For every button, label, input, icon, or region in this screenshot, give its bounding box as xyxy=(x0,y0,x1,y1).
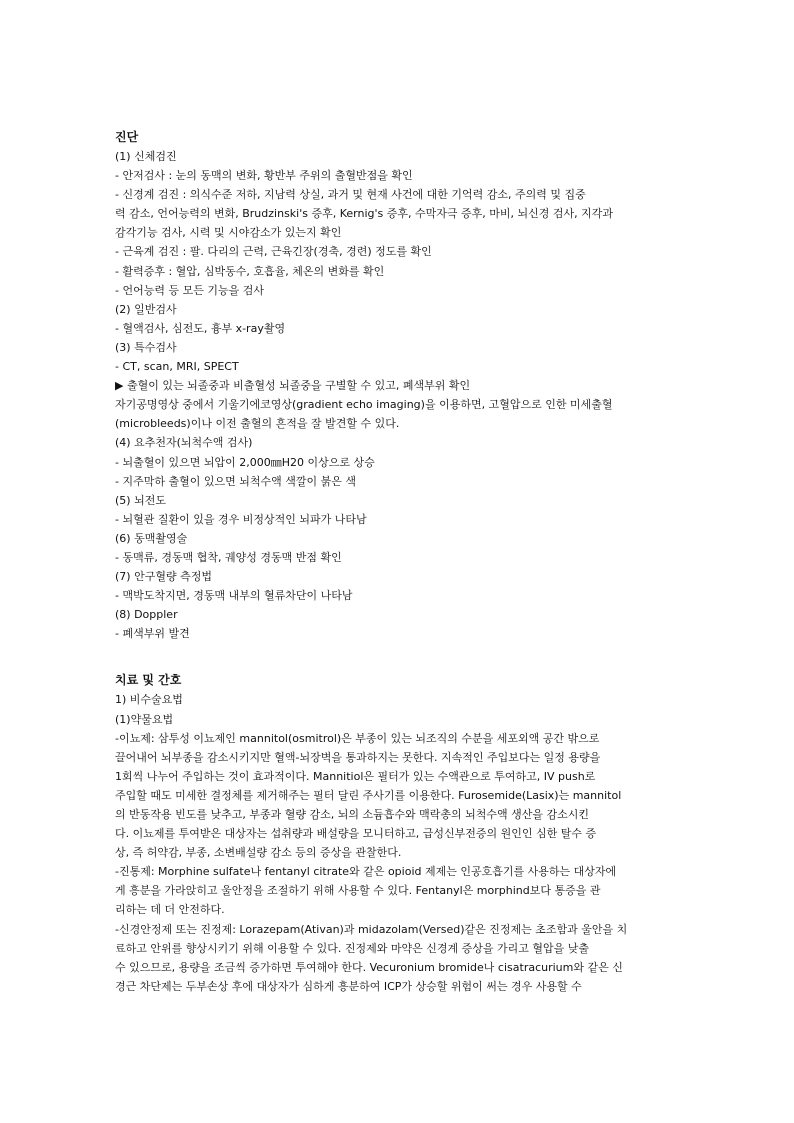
treatment-line: 게 흥분을 가라앉히고 울안정을 조절하기 위해 사용할 수 있다. Fentanyl은 morphind보다 통증을 관 xyxy=(115,884,601,898)
treatment-line: -진통제: Morphine sulfate나 fentanyl citrate와 같은 opioid 제제는 인공호흡기를 사용하는 대상자에 xyxy=(115,865,617,879)
section-divider-space xyxy=(115,643,655,671)
diagnosis-line: - 언어능력 등 모든 기능을 검사 xyxy=(115,283,264,297)
diagnosis-line: (8) Doppler xyxy=(115,608,178,622)
treatment-line: -신경안정제 또는 진정제: Lorazepam(Ativan)과 midazolam(Versed)같은 진정제는 초조함과 울안을 치 xyxy=(115,922,628,936)
treatment-line: 료하고 안위를 향상시키기 위해 이용할 수 있다. 진정제와 마약은 신경계 증상을 가리고 혈압을 낮출 xyxy=(115,941,589,955)
diagnosis-line: 력 감소, 언어능력의 변화, Brudzinski's 증후, Kernig's 증후, 수막자극 증후, 마비, 뇌신경 검사, 지각과 xyxy=(115,207,613,221)
diagnosis-line: (5) 뇌전도 xyxy=(115,493,166,507)
treatment-line: 상, 즉 허약감, 부종, 소변배설량 감소 등의 증상을 관찰한다. xyxy=(115,846,402,860)
treatment-line: -이뇨제: 삼투성 이뇨제인 mannitol(osmitrol)은 부종이 있는 뇌조직의 수분을 세포외액 공간 밖으로 xyxy=(115,731,600,745)
diagnosis-line: (6) 동맥촬영술 xyxy=(115,531,188,545)
treatment-line: (1)약물요법 xyxy=(115,712,174,726)
diagnosis-line: - 근육계 검진 : 팔. 다리의 근력, 근육긴장(경축, 경련) 정도를 확인 xyxy=(115,245,432,259)
treatment-line: 수 있으므로, 용량을 조금씩 증가하면 투여해야 한다. Vecuronium bromide나 cisatracurium와 같은 신 xyxy=(115,960,623,974)
diagnosis-line: 감각기능 검사, 시력 및 시야감소가 있는지 확인 xyxy=(115,226,342,240)
diagnosis-line: (2) 일반검사 xyxy=(115,302,177,316)
diagnosis-line: (1) 신체검진 xyxy=(115,150,177,163)
diagnosis-line: - 지주막하 출혈이 있으면 뇌척수액 색깔이 붉은 색 xyxy=(115,474,356,488)
diagnosis-line: (microbleeds)이나 이전 출혈의 흔적을 잘 발견할 수 있다. xyxy=(115,417,400,431)
diagnosis-line: - 동맥류, 경동맥 협착, 궤양성 경동맥 반점 확인 xyxy=(115,550,342,564)
treatment-line: 경근 차단제는 두부손상 후에 대상자가 심하게 흥분하여 ICP가 상승할 위험이 써는 경우 사용할 수 xyxy=(115,979,582,993)
diagnosis-line: - 맥박도착지면, 경동맥 내부의 혈류차단이 나타남 xyxy=(115,589,353,603)
diagnosis-line: ▶ 출혈이 있는 뇌졸중과 비출혈성 뇌졸중을 구별할 수 있고, 폐색부위 확인 xyxy=(115,379,471,393)
diagnosis-line: 자기공명영상 중에서 기울기에코영상(gradient echo imaging)을 이용하면, 고혈압으로 인한 미세출혈 xyxy=(115,398,613,412)
diagnosis-line: - 뇌출혈이 있으면 뇌압이 2,000㎜H20 이상으로 상승 xyxy=(115,455,375,469)
diagnosis-line: (3) 특수검사 xyxy=(115,340,177,354)
diagnosis-body xyxy=(115,147,655,643)
document-page xyxy=(115,128,655,996)
diagnosis-line: - 신경계 검진 : 의식수준 저하, 지남력 상실, 과거 및 현재 사건에 대한 기억력 감소, 주의력 및 집중 xyxy=(115,188,586,202)
diagnosis-line: (7) 안구혈량 측정법 xyxy=(115,570,212,584)
diagnosis-section xyxy=(115,128,655,643)
diagnosis-line: - CT, scan, MRI, SPECT xyxy=(115,360,239,374)
diagnosis-line: - 혈액검사, 심전도, 흉부 x-ray촬영 xyxy=(115,321,286,335)
treatment-line: 1) 비수술요법 xyxy=(115,693,183,707)
treatment-line: 의 반동작용 빈도를 낮추고, 부종과 혈량 감소, 뇌의 소듐흡수와 맥락총의 뇌척수액 생산을 감소시킨 xyxy=(115,808,589,821)
diagnosis-line: - 활력증후 : 혈압, 심박동수, 호흡율, 체온의 변화를 확인 xyxy=(115,264,385,278)
treatment-heading: 치료 및 간호 xyxy=(115,673,182,688)
treatment-line: 다. 이뇨제를 투여받은 대상자는 섭취량과 배설량을 모니터하고, 급성신부전증의 원인인 심한 탈수 증 xyxy=(115,827,597,841)
diagnosis-line: (4) 요추천자(뇌척수액 검사) xyxy=(115,436,253,450)
treatment-line: 리하는 데 더 안전하다. xyxy=(115,903,225,917)
treatment-body xyxy=(115,690,655,996)
treatment-section xyxy=(115,671,655,996)
treatment-line: 끌어내어 뇌부종을 감소시키지만 혈액-뇌장벽을 통과하지는 못한다. 지속적인 주입보다는 일정 용량을 xyxy=(115,750,601,764)
diagnosis-line: - 뇌혈관 질환이 있을 경우 비정상적인 뇌파가 나타남 xyxy=(115,512,367,526)
diagnosis-line: - 안저검사 : 눈의 동맥의 변화, 황반부 주위의 출혈반점을 확인 xyxy=(115,169,413,183)
diagnosis-heading: 진단 xyxy=(115,130,139,144)
treatment-line: 1회씩 나누어 주입하는 것이 효과적이다. Mannitiol은 필터가 있는 수액관으로 투여하고, IV push로 xyxy=(115,769,596,783)
diagnosis-line: - 폐색부위 발견 xyxy=(115,627,190,641)
treatment-line: 주입할 때도 미세한 결정체를 제거해주는 필터 달린 주사기를 이용한다. Furosemide(Lasix)는 mannitol xyxy=(115,788,622,802)
